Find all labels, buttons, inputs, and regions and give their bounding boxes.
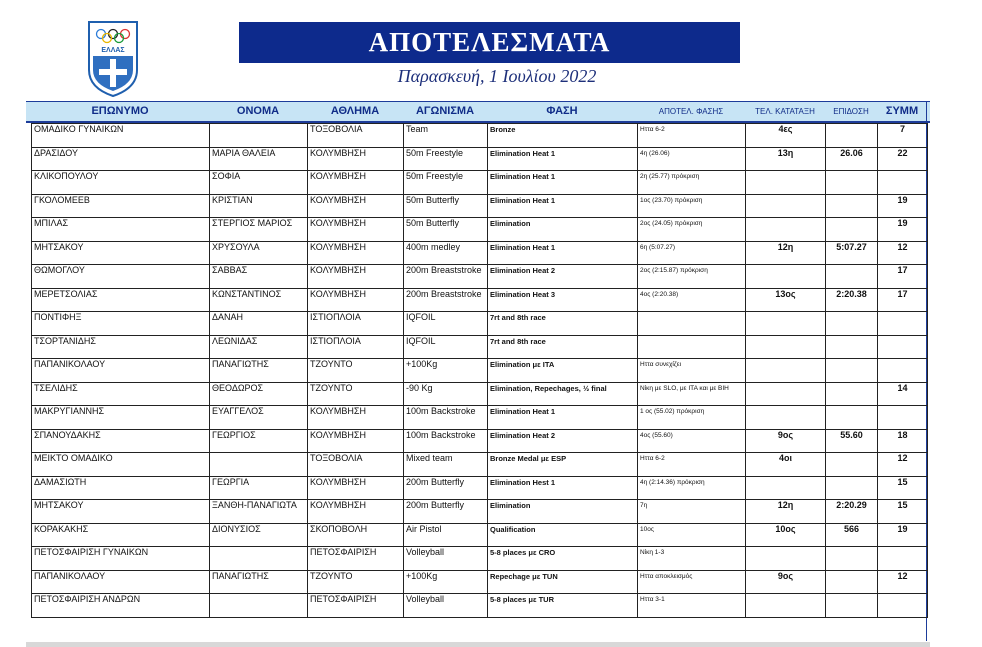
- cell-phase-result: 2ος (2:15.87) πρόκριση: [638, 265, 746, 289]
- cell-final-rank: 4ες: [746, 124, 826, 148]
- cell-phase-result: Ηττα 6-2: [638, 124, 746, 148]
- cell-event: -90 Kg: [404, 382, 488, 406]
- cell-sport: ΤΟΞΟΒΟΛΙΑ: [308, 453, 404, 477]
- cell-performance: [826, 359, 878, 383]
- cell-event: Mixed team: [404, 453, 488, 477]
- cell-name: ΜΑΡΙΑ ΘΑΛΕΙΑ: [210, 147, 308, 171]
- cell-participations: 12: [878, 453, 928, 477]
- cell-phase: Elimination Heat 1: [488, 406, 638, 430]
- cell-sport: ΚΟΛΥΜΒΗΣΗ: [308, 194, 404, 218]
- cell-surname: ΤΣΟΡΤΑΝΙΔΗΣ: [32, 335, 210, 359]
- cell-phase: Elimination Heat 2: [488, 265, 638, 289]
- cell-sport: ΚΟΛΥΜΒΗΣΗ: [308, 241, 404, 265]
- cell-sport: ΤΖΟΥΝΤΟ: [308, 570, 404, 594]
- cell-event: 100m Backstroke: [404, 406, 488, 430]
- cell-sport: ΚΟΛΥΜΒΗΣΗ: [308, 218, 404, 242]
- cell-surname: ΚΛΙΚΟΠΟΥΛΟΥ: [32, 171, 210, 195]
- cell-participations: [878, 335, 928, 359]
- cell-event: Volleyball: [404, 594, 488, 618]
- cell-participations: [878, 594, 928, 618]
- table-row: [32, 570, 928, 594]
- cell-name: ΔΑΝΑΗ: [210, 312, 308, 336]
- cell-participations: [878, 406, 928, 430]
- cell-sport: ΤΖΟΥΝΤΟ: [308, 359, 404, 383]
- cell-name: ΣΟΦΙΑ: [210, 171, 308, 195]
- cell-sport: ΠΕΤΟΣΦΑΙΡΙΣΗ: [308, 547, 404, 571]
- cell-performance: 55.60: [826, 429, 878, 453]
- cell-participations: [878, 171, 928, 195]
- table-row: [32, 429, 928, 453]
- cell-name: ΚΡΙΣΤΙΑΝ: [210, 194, 308, 218]
- cell-name: ΠΑΝΑΓΙΩΤΗΣ: [210, 570, 308, 594]
- cell-surname: ΠΕΤΟΣΦΑΙΡΙΣΗ ΓΥΝΑΙΚΩΝ: [32, 547, 210, 571]
- cell-surname: ΠΑΠΑΝΙΚΟΛΑΟΥ: [32, 359, 210, 383]
- header-surname: ΕΠΩΝΥΜΟ: [91, 105, 149, 117]
- table-header: [26, 101, 930, 123]
- cell-event: 50m Freestyle: [404, 147, 488, 171]
- cell-phase: Elimination: [488, 218, 638, 242]
- cell-phase-result: 2ος (24.05) πρόκριση: [638, 218, 746, 242]
- table-row: [32, 265, 928, 289]
- cell-event: 50m Freestyle: [404, 171, 488, 195]
- cell-sport: ΙΣΤΙΟΠΛΟΙΑ: [308, 312, 404, 336]
- cell-final-rank: [746, 194, 826, 218]
- cell-phase-result: [638, 335, 746, 359]
- cell-final-rank: [746, 359, 826, 383]
- cell-event: 200m Breaststroke: [404, 288, 488, 312]
- cell-name: ΧΡΥΣΟΥΛΑ: [210, 241, 308, 265]
- table-row: [32, 335, 928, 359]
- cell-sport: ΣΚΟΠΟΒΟΛΗ: [308, 523, 404, 547]
- cell-phase-result: 7η: [638, 500, 746, 524]
- results-table-body: [32, 124, 928, 618]
- cell-phase-result: 4ος (55.60): [638, 429, 746, 453]
- cell-surname: ΜΗΤΣΑΚΟΥ: [32, 241, 210, 265]
- cell-final-rank: [746, 382, 826, 406]
- table-row: [32, 194, 928, 218]
- cell-event: IQFOIL: [404, 335, 488, 359]
- cell-name: ΣΤΕΡΓΙΟΣ ΜΑΡΙΟΣ: [210, 218, 308, 242]
- cell-final-rank: 12η: [746, 241, 826, 265]
- cell-surname: ΔΑΜΑΣΙΩΤΗ: [32, 476, 210, 500]
- cell-phase: Elimination Heat 1: [488, 171, 638, 195]
- cell-sport: ΚΟΛΥΜΒΗΣΗ: [308, 171, 404, 195]
- cell-name: ΞΑΝΘΗ-ΠΑΝΑΓΙΩΤΑ: [210, 500, 308, 524]
- cell-phase: Bronze Medal με ESP: [488, 453, 638, 477]
- cell-final-rank: [746, 594, 826, 618]
- cell-phase: Elimination Heat 3: [488, 288, 638, 312]
- cell-sport: ΚΟΛΥΜΒΗΣΗ: [308, 476, 404, 500]
- table-row: [32, 241, 928, 265]
- cell-sport: ΙΣΤΙΟΠΛΟΙΑ: [308, 335, 404, 359]
- table-row: [32, 288, 928, 312]
- cell-performance: [826, 594, 878, 618]
- cell-final-rank: [746, 171, 826, 195]
- table-row: [32, 124, 928, 148]
- cell-phase-result: 2η (25.77) πρόκριση: [638, 171, 746, 195]
- cell-performance: [826, 335, 878, 359]
- cell-participations: 18: [878, 429, 928, 453]
- cell-name: ΛΕΩΝΙΔΑΣ: [210, 335, 308, 359]
- table-row: [32, 594, 928, 618]
- cell-final-rank: [746, 335, 826, 359]
- cell-phase-result: 1ος (23.70) πρόκριση: [638, 194, 746, 218]
- cell-participations: 19: [878, 523, 928, 547]
- cell-event: Air Pistol: [404, 523, 488, 547]
- cell-final-rank: [746, 547, 826, 571]
- cell-phase: 7rt and 8th race: [488, 335, 638, 359]
- cell-event: Team: [404, 124, 488, 148]
- cell-participations: 22: [878, 147, 928, 171]
- cell-name: [210, 594, 308, 618]
- header-event: ΑΓΩΝΙΣΜΑ: [415, 105, 475, 117]
- cell-participations: 19: [878, 218, 928, 242]
- cell-phase-result: Ηττα αποκλεισμός: [638, 570, 746, 594]
- cell-performance: [826, 218, 878, 242]
- cell-final-rank: 10ος: [746, 523, 826, 547]
- cell-surname: ΣΠΑΝΟΥΔΑΚΗΣ: [32, 429, 210, 453]
- cell-phase: Elimination Heat 1: [488, 194, 638, 218]
- cell-performance: [826, 453, 878, 477]
- cell-phase: Elimination με ΙΤΑ: [488, 359, 638, 383]
- cell-sport: ΠΕΤΟΣΦΑΙΡΙΣΗ: [308, 594, 404, 618]
- header-final-rank: ΤΕΛ. ΚΑΤΑΤΑΞΗ: [755, 107, 815, 116]
- cell-participations: 12: [878, 241, 928, 265]
- cell-participations: 14: [878, 382, 928, 406]
- cell-final-rank: [746, 218, 826, 242]
- cell-phase-result: Ηττα 3-1: [638, 594, 746, 618]
- header-phase-result: ΑΠΟΤΕΛ. ΦΑΣΗΣ: [658, 107, 724, 116]
- cell-performance: 566: [826, 523, 878, 547]
- table-row: [32, 218, 928, 242]
- cell-name: ΘΕΟΔΩΡΟΣ: [210, 382, 308, 406]
- cell-participations: 17: [878, 265, 928, 289]
- cell-phase-result: Νίκη 1-3: [638, 547, 746, 571]
- cell-phase: 5-8 places με CRO: [488, 547, 638, 571]
- cell-performance: [826, 382, 878, 406]
- cell-event: 200m Breaststroke: [404, 265, 488, 289]
- cell-name: ΔΙΟΝΥΣΙΟΣ: [210, 523, 308, 547]
- cell-phase: Elimination Hest 1: [488, 476, 638, 500]
- cell-final-rank: 4οι: [746, 453, 826, 477]
- cell-performance: 2:20.29: [826, 500, 878, 524]
- cell-sport: ΚΟΛΥΜΒΗΣΗ: [308, 265, 404, 289]
- cell-surname: ΠΑΠΑΝΙΚΟΛΑΟΥ: [32, 570, 210, 594]
- header-performance: ΕΠΙΔΟΣΗ: [833, 107, 869, 116]
- cell-phase-result: 10ος: [638, 523, 746, 547]
- table-row: [32, 523, 928, 547]
- cell-name: ΚΩΝΣΤΑΝΤΙΝΟΣ: [210, 288, 308, 312]
- cell-event: 400m medley: [404, 241, 488, 265]
- cell-participations: [878, 359, 928, 383]
- cell-phase: Elimination Heat 1: [488, 241, 638, 265]
- cell-event: 100m Backstroke: [404, 429, 488, 453]
- cell-event: 200m Butterfly: [404, 500, 488, 524]
- table-row: [32, 312, 928, 336]
- table-row: [32, 147, 928, 171]
- table-row: [32, 406, 928, 430]
- cell-performance: [826, 476, 878, 500]
- table-row: [32, 171, 928, 195]
- cell-sport: ΚΟΛΥΜΒΗΣΗ: [308, 500, 404, 524]
- cell-participations: 7: [878, 124, 928, 148]
- cell-final-rank: 12η: [746, 500, 826, 524]
- cell-performance: [826, 547, 878, 571]
- cell-phase-result: Ηττα 6-2: [638, 453, 746, 477]
- cell-name: [210, 453, 308, 477]
- cell-sport: ΚΟΛΥΜΒΗΣΗ: [308, 147, 404, 171]
- table-row: [32, 359, 928, 383]
- cell-sport: ΚΟΛΥΜΒΗΣΗ: [308, 429, 404, 453]
- cell-surname: ΜΠΙΛΑΣ: [32, 218, 210, 242]
- cell-performance: [826, 570, 878, 594]
- cell-sport: ΤΖΟΥΝΤΟ: [308, 382, 404, 406]
- results-table: [31, 123, 928, 618]
- page-bottom-edge: [26, 642, 930, 647]
- cell-phase-result: 4η (2:14.36) πρόκριση: [638, 476, 746, 500]
- cell-surname: ΘΩΜΟΓΛΟΥ: [32, 265, 210, 289]
- header-phase: ΦΑΣΗ: [546, 105, 578, 117]
- cell-performance: 2:20.38: [826, 288, 878, 312]
- table-row: [32, 382, 928, 406]
- cell-event: 50m Butterfly: [404, 218, 488, 242]
- cell-phase: 5-8 places με TUR: [488, 594, 638, 618]
- cell-final-rank: 9ος: [746, 570, 826, 594]
- cell-final-rank: [746, 312, 826, 336]
- cell-event: +100Kg: [404, 570, 488, 594]
- cell-final-rank: 13η: [746, 147, 826, 171]
- cell-final-rank: 13ος: [746, 288, 826, 312]
- cell-name: [210, 124, 308, 148]
- cell-participations: 19: [878, 194, 928, 218]
- cell-participations: [878, 312, 928, 336]
- cell-event: 200m Butterfly: [404, 476, 488, 500]
- cell-sport: ΚΟΛΥΜΒΗΣΗ: [308, 288, 404, 312]
- logo-text: ΕΛΛΑΣ: [101, 47, 125, 54]
- cell-sport: ΤΟΞΟΒΟΛΙΑ: [308, 124, 404, 148]
- cell-phase: Elimination Heat 2: [488, 429, 638, 453]
- cell-surname: ΠΟΝΤΙΦΗΞ: [32, 312, 210, 336]
- cell-surname: ΜΕΡΕΤΣΟΛΙΑΣ: [32, 288, 210, 312]
- cell-phase: Elimination Heat 1: [488, 147, 638, 171]
- cell-surname: ΜΕΙΚΤΟ ΟΜΑΔΙΚΟ: [32, 453, 210, 477]
- olympic-committee-logo: [86, 18, 140, 98]
- table-row: [32, 500, 928, 524]
- cell-event: IQFOIL: [404, 312, 488, 336]
- cell-surname: ΤΣΕΛΙΔΗΣ: [32, 382, 210, 406]
- cell-participations: 12: [878, 570, 928, 594]
- cell-name: ΓΕΩΡΓΙΑ: [210, 476, 308, 500]
- cell-surname: ΠΕΤΟΣΦΑΙΡΙΣΗ ΑΝΔΡΩΝ: [32, 594, 210, 618]
- cell-final-rank: [746, 265, 826, 289]
- cell-phase-result: 1 ος (55.02) πρόκριση: [638, 406, 746, 430]
- cell-name: ΣΑΒΒΑΣ: [210, 265, 308, 289]
- report-date: Παρασκευή, 1 Ιουλίου 2022: [397, 66, 597, 86]
- cell-phase: Elimination, Repechages, ½ final: [488, 382, 638, 406]
- cell-surname: ΔΡΑΣΙΔΟΥ: [32, 147, 210, 171]
- header-sport: ΑΘΛΗΜΑ: [330, 105, 380, 117]
- cell-participations: 17: [878, 288, 928, 312]
- cell-phase: Qualification: [488, 523, 638, 547]
- cell-phase-result: 4ος (2:20.38): [638, 288, 746, 312]
- cell-performance: [826, 265, 878, 289]
- results-table-container: [31, 123, 928, 618]
- cell-phase: Elimination: [488, 500, 638, 524]
- cell-name: ΓΕΩΡΓΙΟΣ: [210, 429, 308, 453]
- cell-name: ΠΑΝΑΓΙΩΤΗΣ: [210, 359, 308, 383]
- table-row: [32, 547, 928, 571]
- cell-performance: [826, 312, 878, 336]
- cell-final-rank: 9ος: [746, 429, 826, 453]
- cell-phase-result: [638, 312, 746, 336]
- cell-performance: 5:07.27: [826, 241, 878, 265]
- cell-final-rank: [746, 476, 826, 500]
- cell-name: ΕΥΑΓΓΕΛΟΣ: [210, 406, 308, 430]
- cell-final-rank: [746, 406, 826, 430]
- cell-phase-result: 6η (5:07.27): [638, 241, 746, 265]
- cell-phase-result: 4η (26.06): [638, 147, 746, 171]
- cell-performance: [826, 171, 878, 195]
- cell-surname: ΓΚΟΛΟΜΕΕΒ: [32, 194, 210, 218]
- table-row: [32, 476, 928, 500]
- cell-surname: ΜΑΚΡΥΓΙΑΝΝΗΣ: [32, 406, 210, 430]
- header-participations: ΣΥΜΜ: [885, 105, 919, 117]
- cell-phase-result: Νίκη με SLO, με ΙΤΑ και με ΒΙΗ: [638, 382, 746, 406]
- cell-event: 50m Butterfly: [404, 194, 488, 218]
- cell-event: Volleyball: [404, 547, 488, 571]
- cell-surname: ΜΗΤΣΑΚΟΥ: [32, 500, 210, 524]
- table-row: [32, 453, 928, 477]
- cell-performance: [826, 194, 878, 218]
- cell-performance: [826, 406, 878, 430]
- cell-participations: 15: [878, 500, 928, 524]
- cell-participations: 15: [878, 476, 928, 500]
- cell-phase: Repechage με TUN: [488, 570, 638, 594]
- cell-performance: [826, 124, 878, 148]
- cell-sport: ΚΟΛΥΜΒΗΣΗ: [308, 406, 404, 430]
- cell-performance: 26.06: [826, 147, 878, 171]
- cell-phase-result: Ηττα συνεχίζει: [638, 359, 746, 383]
- cell-surname: ΟΜΑΔΙΚΟ ΓΥΝΑΙΚΩΝ: [32, 124, 210, 148]
- cell-phase: Bronze: [488, 124, 638, 148]
- header-name: ΟΝΟΜΑ: [236, 105, 280, 117]
- cell-phase: 7rt and 8th race: [488, 312, 638, 336]
- cell-surname: ΚΟΡΑΚΑΚΗΣ: [32, 523, 210, 547]
- cell-event: +100Kg: [404, 359, 488, 383]
- cell-name: [210, 547, 308, 571]
- page-title: ΑΠΟΤΕΛΕΣΜΑΤΑ: [239, 22, 740, 63]
- cell-participations: [878, 547, 928, 571]
